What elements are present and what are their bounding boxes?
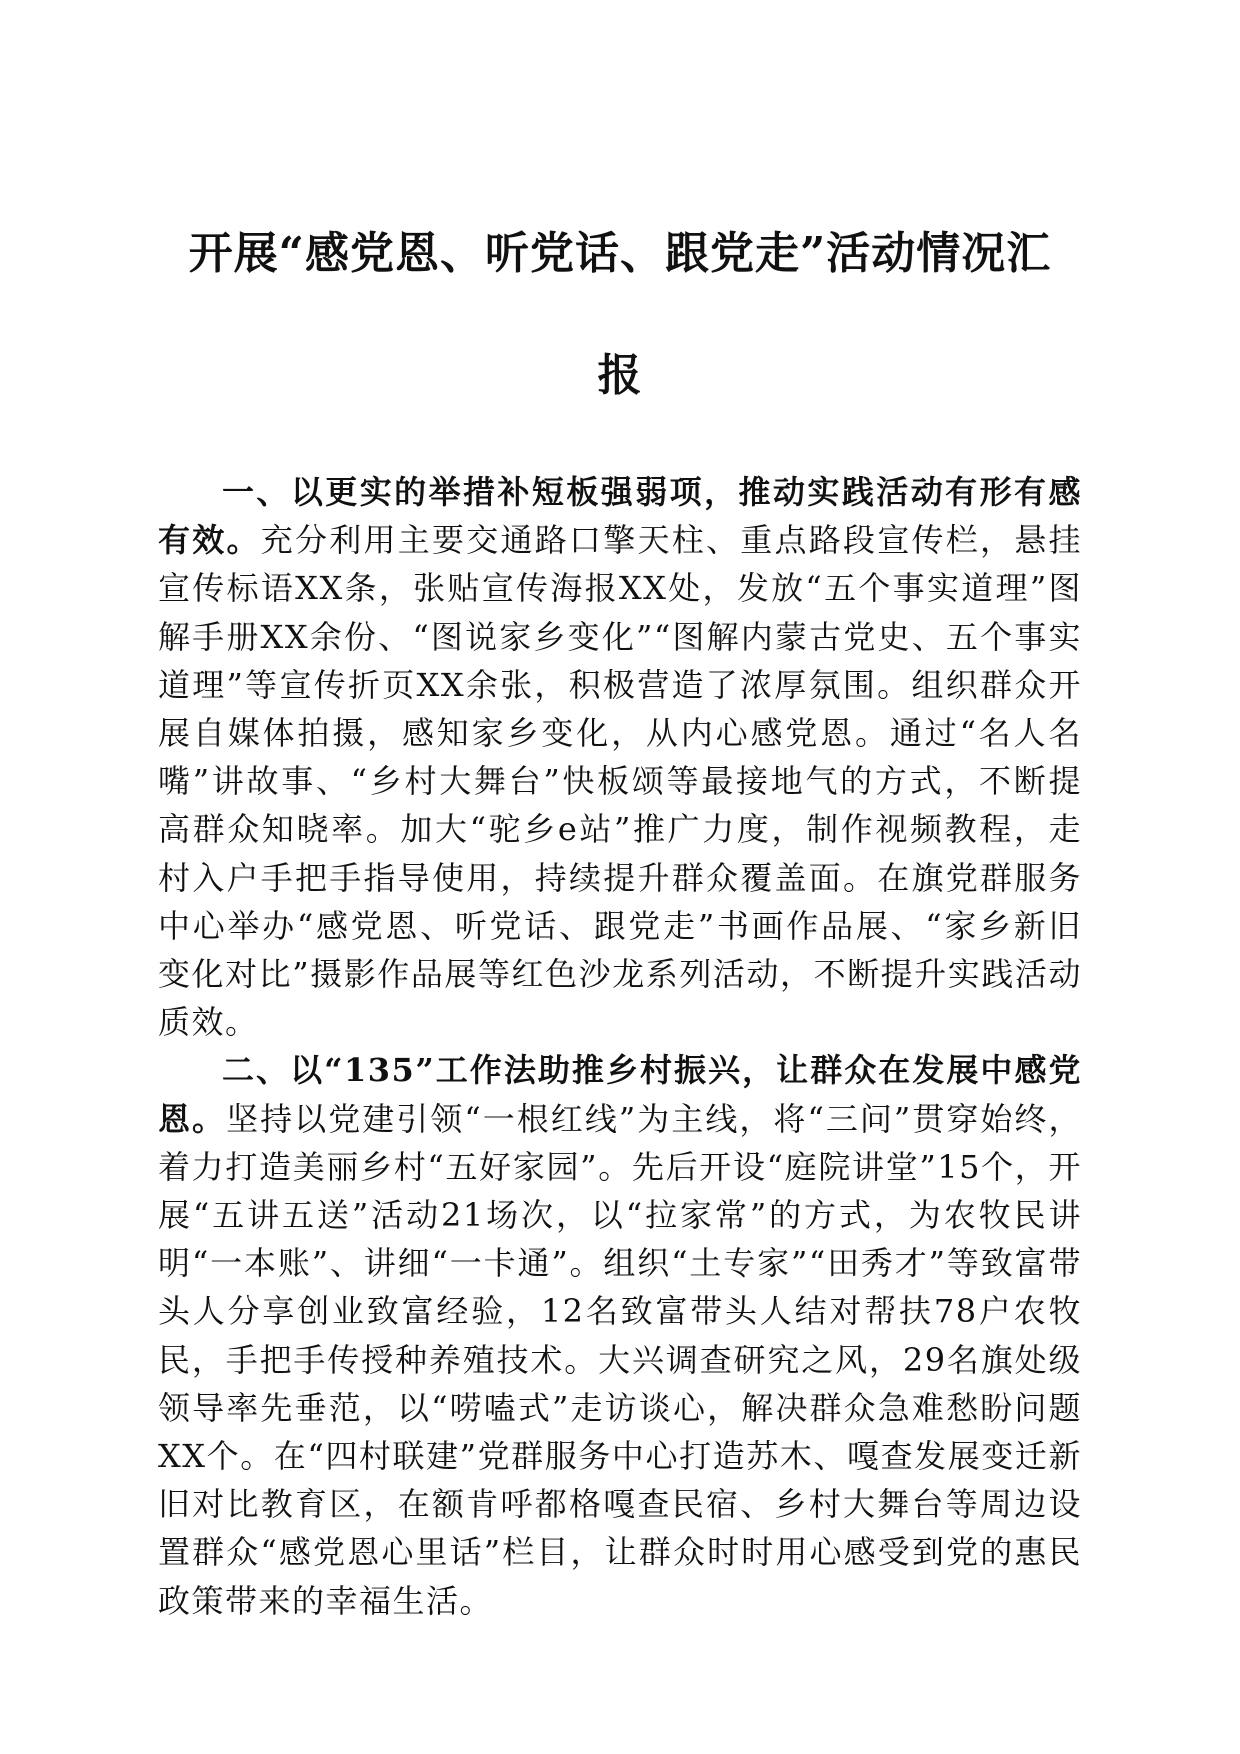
paragraph-2-heading: 二、以“135”工作法助推乡村振兴，让群众在发展中感党恩。 <box>158 1051 1082 1138</box>
paragraph-1 <box>158 468 1082 1046</box>
document-title-line-2: 报 <box>597 350 643 401</box>
paragraph-1-heading: 一、以更实的举措补短板强弱项，推动实践活动有形有感有效。 <box>158 473 1082 560</box>
document-body <box>158 468 1082 1625</box>
paragraph-2 <box>158 1046 1082 1624</box>
document-title-line-1: 开展“感党恩、听党话、跟党走”活动情况汇 <box>188 228 1052 279</box>
paragraph-2-body: 坚持以党建引领“一根红线”为主线，将“三问”贯穿始终，着力打造美丽乡村“五好家园”。先后开设“庭院讲堂”15个，开展“五讲五送”活动21场次，以“拉家常”的方式，为农牧民讲明“一本账”、讲细“一卡通”。组织“土专家”“田秀才”等致富带头人分享创业致富经验，12名致富带头人结对帮扶78户农牧民，手把手传授种养殖技术。大兴调查研究之风，29名旗处级领导率先垂范，以“唠嗑式”走访谈心，解决群众急难愁盼问题XX个。在“四村联建”党群服务中心打造苏木、嘎查发展变迁新旧对比教育区，在额肯呼都格嘎查民宿、乡村大舞台等周边设置群众“感党恩心里话”栏目，让群众时时用心感受到党的惠民政策带来的幸福生活。 <box>158 1099 1082 1620</box>
paragraph-1-body: 充分利用主要交通路口擎天柱、重点路段宣传栏，悬挂宣传标语XX条，张贴宣传海报XX处，发放“五个事实道理”图解手册XX余份、“图说家乡变化”“图解内蒙古党史、五个事实道理”等宣传折页XX余张，积极营造了浓厚氛围。组织群众开展自媒体拍摄，感知家乡变化，从内心感党恩。通过“名人名嘴”讲故事、“乡村大舞台”快板颂等最接地气的方式，不断提高群众知晓率。加大“驼乡e站”推广力度，制作视频教程，走村入户手把手指导使用，持续提升群众覆盖面。在旗党群服务中心举办“感党恩、听党话、跟党走”书画作品展、“家乡新旧变化对比”摄影作品展等红色沙龙系列活动，不断提升实践活动质效。 <box>158 521 1082 1042</box>
